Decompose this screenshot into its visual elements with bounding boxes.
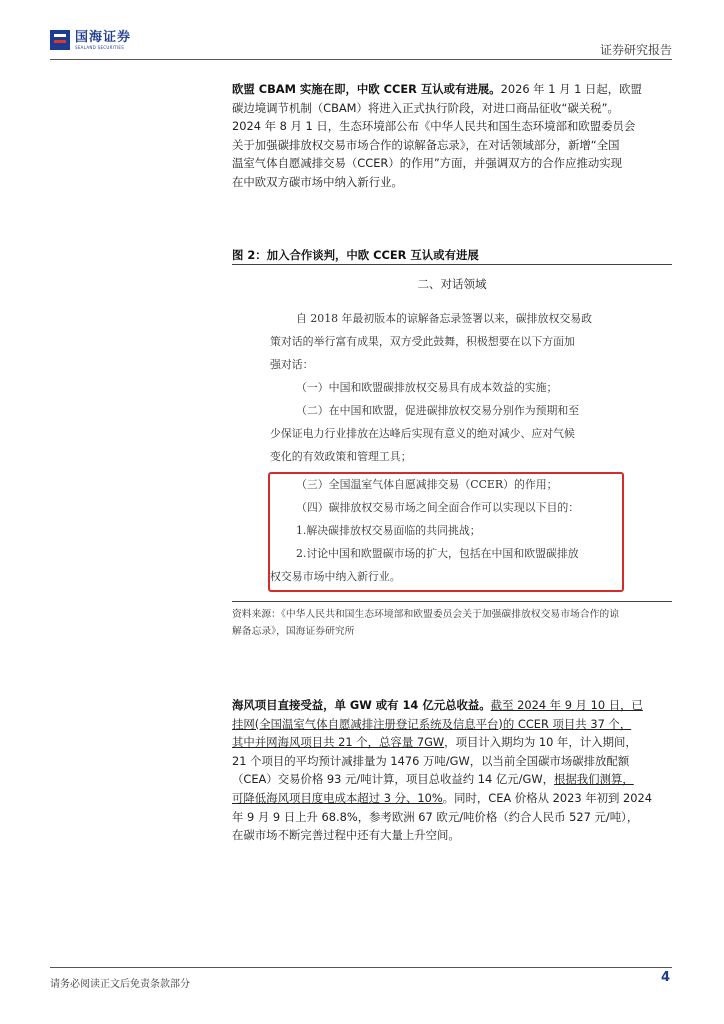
header-divider: [50, 59, 672, 60]
footer-divider: [50, 967, 672, 968]
excerpt-line: 变化的有效政策和管理工具；: [270, 450, 412, 463]
paragraph-cbam: 欧盟 CBAM 实施在即，中欧 CCER 互认或有进展。2026 年 1 月 1 日起，欧盟 碳边境调节机制（CBAM）将进入正式执行阶段，对进口商品征收“碳关税”。 2024 年 8 月 1 日，生态环境部公布《中华人民共和国生态环境部和欧盟委员会 关于加强碳排放权交易市场合作的谅解备忘录》，在对话领域部分，新增“全国 温室气体自愿减排交易（CCER）的作用”方面，并强调双方的合作应推动实现 在中欧双方碳市场中纳入新行业。: [232, 82, 642, 189]
figure-title: 图 2：加入合作谈判，中欧 CCER 互认或有进展: [232, 248, 479, 262]
disclaimer-note: 请务必阅读正文后免责条款部分: [50, 979, 190, 990]
paragraph-offshore-wind-lead: 海风项目直接受益，单 GW 或有 14 亿元总收益。: [232, 698, 491, 712]
excerpt-line: 2.讨论中国和欧盟碳市场的扩大，包括在中国和欧盟碳排放: [296, 547, 579, 560]
paragraph-offshore-wind: 海风项目直接受益，单 GW 或有 14 亿元总收益。截至 2024 年 9 月 10 日，已 挂网(全国温室气体自愿减排注册登记系统及信息平台)的 CCER 项目共 37 个， 其中并网海风项目共 21 个，总容量 7GW，项目计入期均为 10 年，计入期间， 21 个项目的平均预计减排量为 1476 万吨/GW，以当前全国碳市场碳排放配额 （CEA）交易价格 93 元/吨计算，项目总收益约 14 亿元/GW，根据我们测算， 可降低海风项目度电成本超过 3 分、10%。同时，CEA 价格从 2023 年初到 2024 年 9 月 9 日上升 68.8%，参考欧洲 67 欧元/吨价格（约合人民币 527 元/吨）， 在碳市场不断完善过程中还有大量上升空间。: [232, 698, 652, 843]
source-divider: [232, 601, 672, 602]
logo-mark-icon: [50, 30, 70, 50]
excerpt-line: 强对话：: [270, 358, 314, 371]
excerpt-heading: 二、对话领域: [417, 277, 487, 291]
excerpt-line: （四）碳排放权交易市场之间全面合作可以实现以下目的：: [296, 501, 580, 514]
paragraph-cbam-lead: 欧盟 CBAM 实施在即，中欧 CCER 互认或有进展。: [232, 82, 501, 96]
excerpt-line: 1.解决碳排放权交易面临的共同挑战；: [296, 524, 481, 537]
excerpt-line: 自 2018 年最初版本的谅解备忘录签署以来，碳排放权交易政: [296, 312, 593, 325]
page-number: 4: [660, 970, 670, 985]
company-logo: [50, 30, 131, 50]
figure-title-divider: [232, 264, 672, 265]
excerpt-line: 策对话的举行富有成果，双方受此鼓舞，积极想要在以下方面加: [270, 335, 575, 348]
highlight-box: [268, 472, 624, 592]
figure-source: 资料来源：《中华人民共和国生态环境部和欧盟委员会关于加强碳排放权交易市场合作的谅 解备忘录》，国海证券研究所: [232, 609, 619, 637]
excerpt-line: （三）全国温室气体自愿减排交易（CCER）的作用；: [296, 478, 558, 491]
report-type-label: 证券研究报告: [599, 43, 672, 57]
excerpt-line: 少保证电力行业排放在达峰后实现有意义的绝对减少、应对气候: [270, 427, 575, 440]
excerpt-line: 权交易市场中纳入新行业。: [270, 570, 401, 583]
excerpt-line: （二）在中国和欧盟，促进碳排放权交易分别作为预期和至: [296, 404, 580, 417]
logo-name-en: SEALAND SECURITIES: [75, 44, 125, 50]
excerpt-line: （一）中国和欧盟碳排放权交易具有成本效益的实施；: [296, 381, 558, 394]
logo-name-cn: 国海证券: [75, 29, 132, 45]
